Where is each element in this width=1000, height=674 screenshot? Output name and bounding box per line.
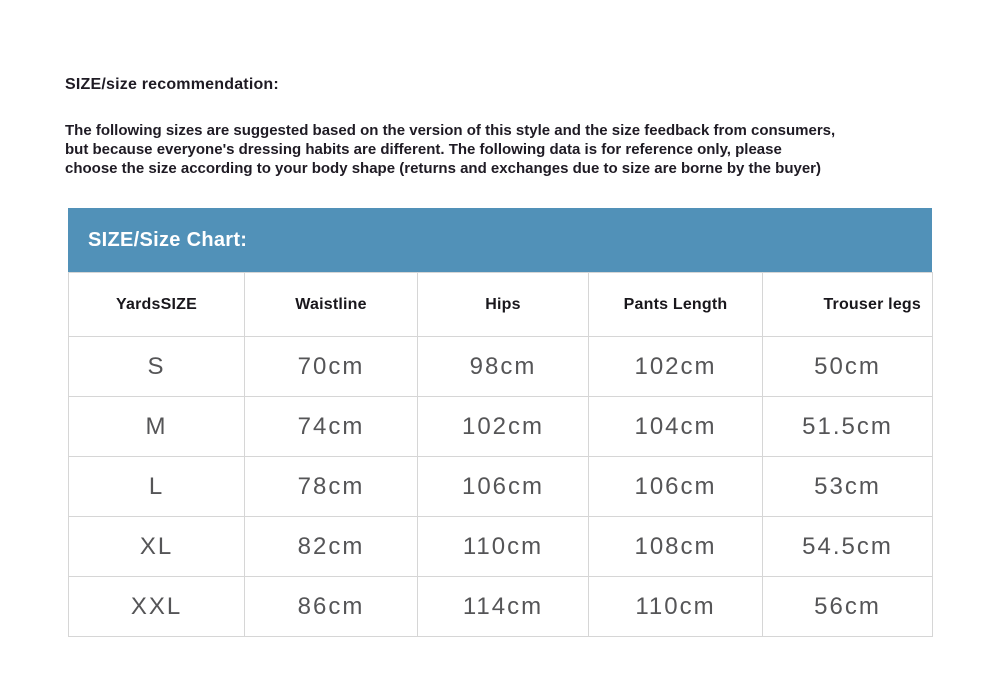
measurement-cell: 53cm	[763, 457, 933, 517]
measurement-cell: 102cm	[589, 337, 763, 397]
measurement-cell: 70cm	[245, 337, 418, 397]
column-header-pants-length: Pants Length	[589, 273, 763, 337]
measurement-cell: 110cm	[418, 517, 589, 577]
table-row	[69, 397, 933, 457]
column-header-waistline: Waistline	[245, 273, 418, 337]
measurement-cell: 78cm	[245, 457, 418, 517]
size-label-cell: XL	[69, 517, 245, 577]
measurement-cell: 51.5cm	[763, 397, 933, 457]
size-label-cell: M	[69, 397, 245, 457]
measurement-cell: 102cm	[418, 397, 589, 457]
size-label-cell: L	[69, 457, 245, 517]
column-header-hips: Hips	[418, 273, 589, 337]
intro-line: The following sizes are suggested based on the version of this style and the size feedback from consumers,	[65, 122, 836, 139]
measurement-cell: 106cm	[418, 457, 589, 517]
measurement-cell: 110cm	[589, 577, 763, 637]
table-row	[69, 517, 933, 577]
measurement-cell: 108cm	[589, 517, 763, 577]
measurement-cell: 114cm	[418, 577, 589, 637]
measurement-cell: 50cm	[763, 337, 933, 397]
table-header-row	[69, 273, 933, 337]
intro-line: choose the size according to your body shape (returns and exchanges due to size are borne by the buyer)	[65, 160, 822, 177]
size-chart-banner-title: SIZE/Size Chart:	[88, 228, 248, 251]
size-label-cell: XXL	[69, 577, 245, 637]
column-header-yards-size: YardsSIZE	[69, 273, 245, 337]
measurement-cell: 86cm	[245, 577, 418, 637]
size-table	[68, 272, 933, 637]
column-header-trouser-legs: Trouser legs	[763, 273, 933, 337]
measurement-cell: 104cm	[589, 397, 763, 457]
intro-paragraph	[65, 121, 835, 178]
table-row	[69, 337, 933, 397]
table-row	[69, 457, 933, 517]
measurement-cell: 74cm	[245, 397, 418, 457]
intro-line: but because everyone's dressing habits are different. The following data is for reference only, please	[65, 141, 782, 158]
size-chart-banner	[68, 208, 932, 272]
measurement-cell: 98cm	[418, 337, 589, 397]
table-row	[69, 577, 933, 637]
measurement-cell: 106cm	[589, 457, 763, 517]
page-title: SIZE/size recommendation:	[65, 76, 279, 93]
size-label-cell: S	[69, 337, 245, 397]
measurement-cell: 54.5cm	[763, 517, 933, 577]
measurement-cell: 82cm	[245, 517, 418, 577]
measurement-cell: 56cm	[763, 577, 933, 637]
